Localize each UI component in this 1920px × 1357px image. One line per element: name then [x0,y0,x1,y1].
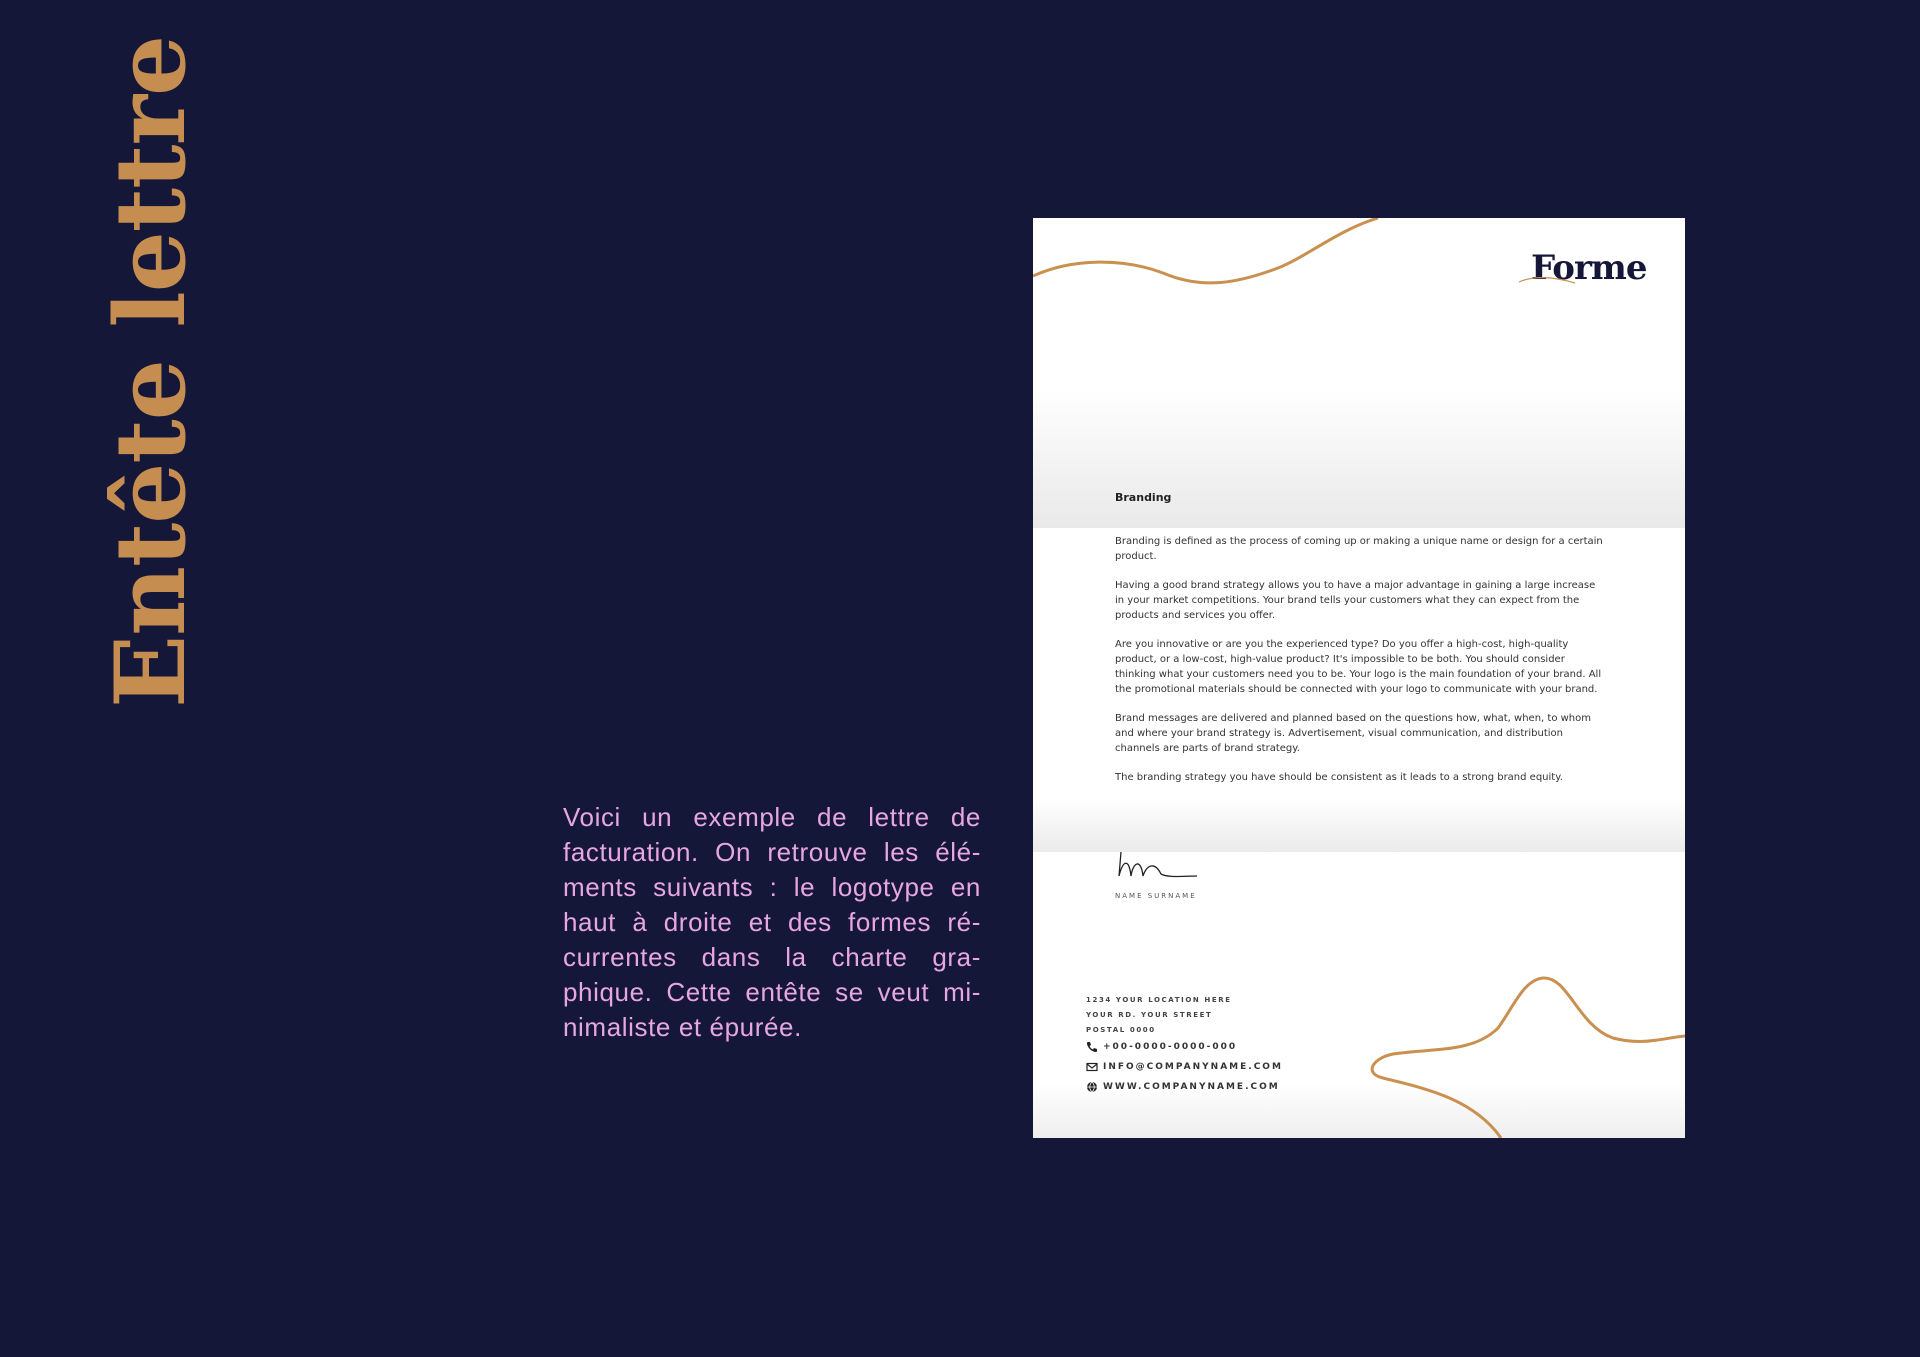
email-row [1086,1061,1283,1073]
forme-logo [1531,248,1647,296]
envelope-icon [1086,1061,1098,1073]
address-line: POSTAL 0000 [1086,1026,1156,1034]
website-text: WWW.COMPANYNAME.COM [1103,1082,1280,1092]
phone-text: +00-0000-0000-000 [1103,1042,1238,1052]
description-text: Voici un exemple de lettre de facturation. On retrouve les élé-ments suivants : le logotype en haut à droite et des formes ré-currentes dans la charte gra-phique. Cette entête se veut mi-nimaliste et épurée. [563,802,981,1042]
website-row [1086,1081,1280,1093]
top-curve [1033,218,1378,283]
address-line: YOUR RD. YOUR STREET [1086,1011,1213,1019]
letter-body [1115,534,1605,799]
globe-icon [1086,1081,1098,1093]
signature-name: NAME SURNAME [1115,892,1197,900]
bottom-curve [1372,978,1685,1138]
paragraph: Brand messages are delivered and planned based on the questions how, what, when, to whom and where your brand strategy is. Advertisement, visual communication, and distribution channels are parts of brand strategy. [1115,713,1591,754]
letter-heading: Branding [1115,491,1172,504]
phone-icon [1086,1041,1098,1053]
title-container [94,35,207,708]
logo-text: Forme [1531,248,1647,288]
address-line: 1234 YOUR LOCATION HERE [1086,996,1232,1004]
address-block [1086,993,1232,1038]
email-text: INFO@COMPANYNAME.COM [1103,1062,1283,1072]
phone-row [1086,1041,1237,1053]
paragraph: The branding strategy you have should be consistent as it leads to a strong brand equity. [1115,772,1563,783]
logo-swash-icon [1517,274,1577,288]
signature-icon [1113,840,1203,890]
paragraph: Branding is defined as the process of coming up or making a unique name or design for a certain product. [1115,536,1603,562]
paragraph: Are you innovative or are you the experienced type? Do you offer a high-cost, high-quality product, or a low-cost, high-value product? It's impossible to be both. You should consider thinking what your customers need you to be. Your logo is the main foundation of your brand. All the promotional materials should be connected with your logo to communicate with your brand. [1115,639,1602,695]
page-title: Entête lettre [94,35,207,708]
paragraph: Having a good brand strategy allows you to have a major advantage in gaining a large increase in your market competitions. Your brand tells your customers what they can expect from the products and services you offer. [1115,580,1596,621]
letterhead-mockup [1033,218,1685,1138]
